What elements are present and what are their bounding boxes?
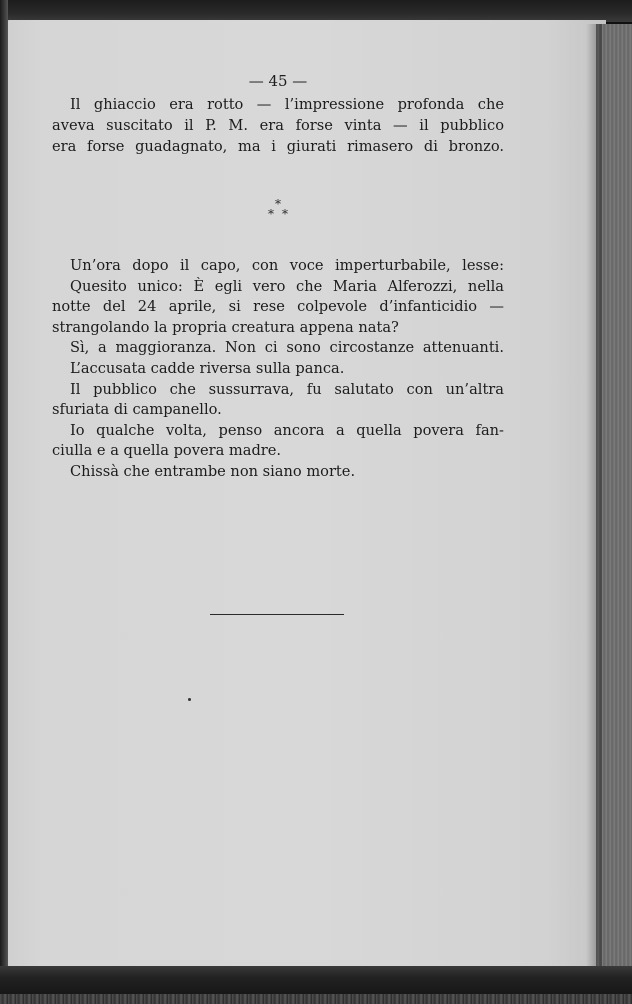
text-line: Io qualche volta, penso ancora a quella povera fan- bbox=[70, 421, 504, 439]
scan-left-edge bbox=[0, 0, 8, 1004]
book-page bbox=[6, 20, 606, 970]
scan-bottom-texture bbox=[0, 994, 632, 1004]
svg-text:*: * bbox=[275, 197, 281, 211]
text-line: notte del 24 aprile, si rese colpevole d’infanticidio — bbox=[52, 298, 504, 316]
page-edges-shadow bbox=[586, 24, 602, 974]
paragraph-1 bbox=[52, 94, 504, 157]
text-line: sfuriata di campanello. bbox=[52, 401, 222, 419]
page-number: — 45 — bbox=[248, 72, 308, 90]
text-line: Chissà che entrambe non siano morte. bbox=[70, 462, 356, 480]
ink-speck bbox=[188, 698, 191, 701]
svg-text:*: * bbox=[282, 207, 288, 221]
asterism-icon bbox=[262, 194, 294, 222]
text-line: aveva suscitato il P. M. era forse vinta — il pubblico bbox=[52, 117, 504, 134]
text-line: Il ghiaccio era rotto — l’impressione profonda che bbox=[70, 96, 504, 113]
end-rule bbox=[210, 614, 344, 615]
text-line: Sì, a maggioranza. Non ci sono circostanze attenuanti. bbox=[70, 339, 504, 357]
text-line: ciulla e a quella povera madre. bbox=[52, 442, 282, 460]
text-line: L’accusata cadde riversa sulla panca. bbox=[70, 359, 345, 377]
text-line: era forse guadagnato, ma i giurati rimasero di bronzo. bbox=[52, 138, 504, 155]
scan-top-edge bbox=[0, 0, 632, 22]
paragraph-2 bbox=[52, 256, 504, 483]
text-line: strangolando la propria creatura appena nata? bbox=[52, 318, 399, 336]
text-line: Quesito unico: È egli vero che Maria Alferozzi, nella bbox=[70, 277, 504, 295]
text-line: Un’ora dopo il capo, con voce imperturbabile, lesse: bbox=[70, 257, 504, 274]
text-line: Il pubblico che sussurrava, fu salutato con un’altra bbox=[70, 380, 504, 398]
svg-text:*: * bbox=[268, 207, 274, 221]
